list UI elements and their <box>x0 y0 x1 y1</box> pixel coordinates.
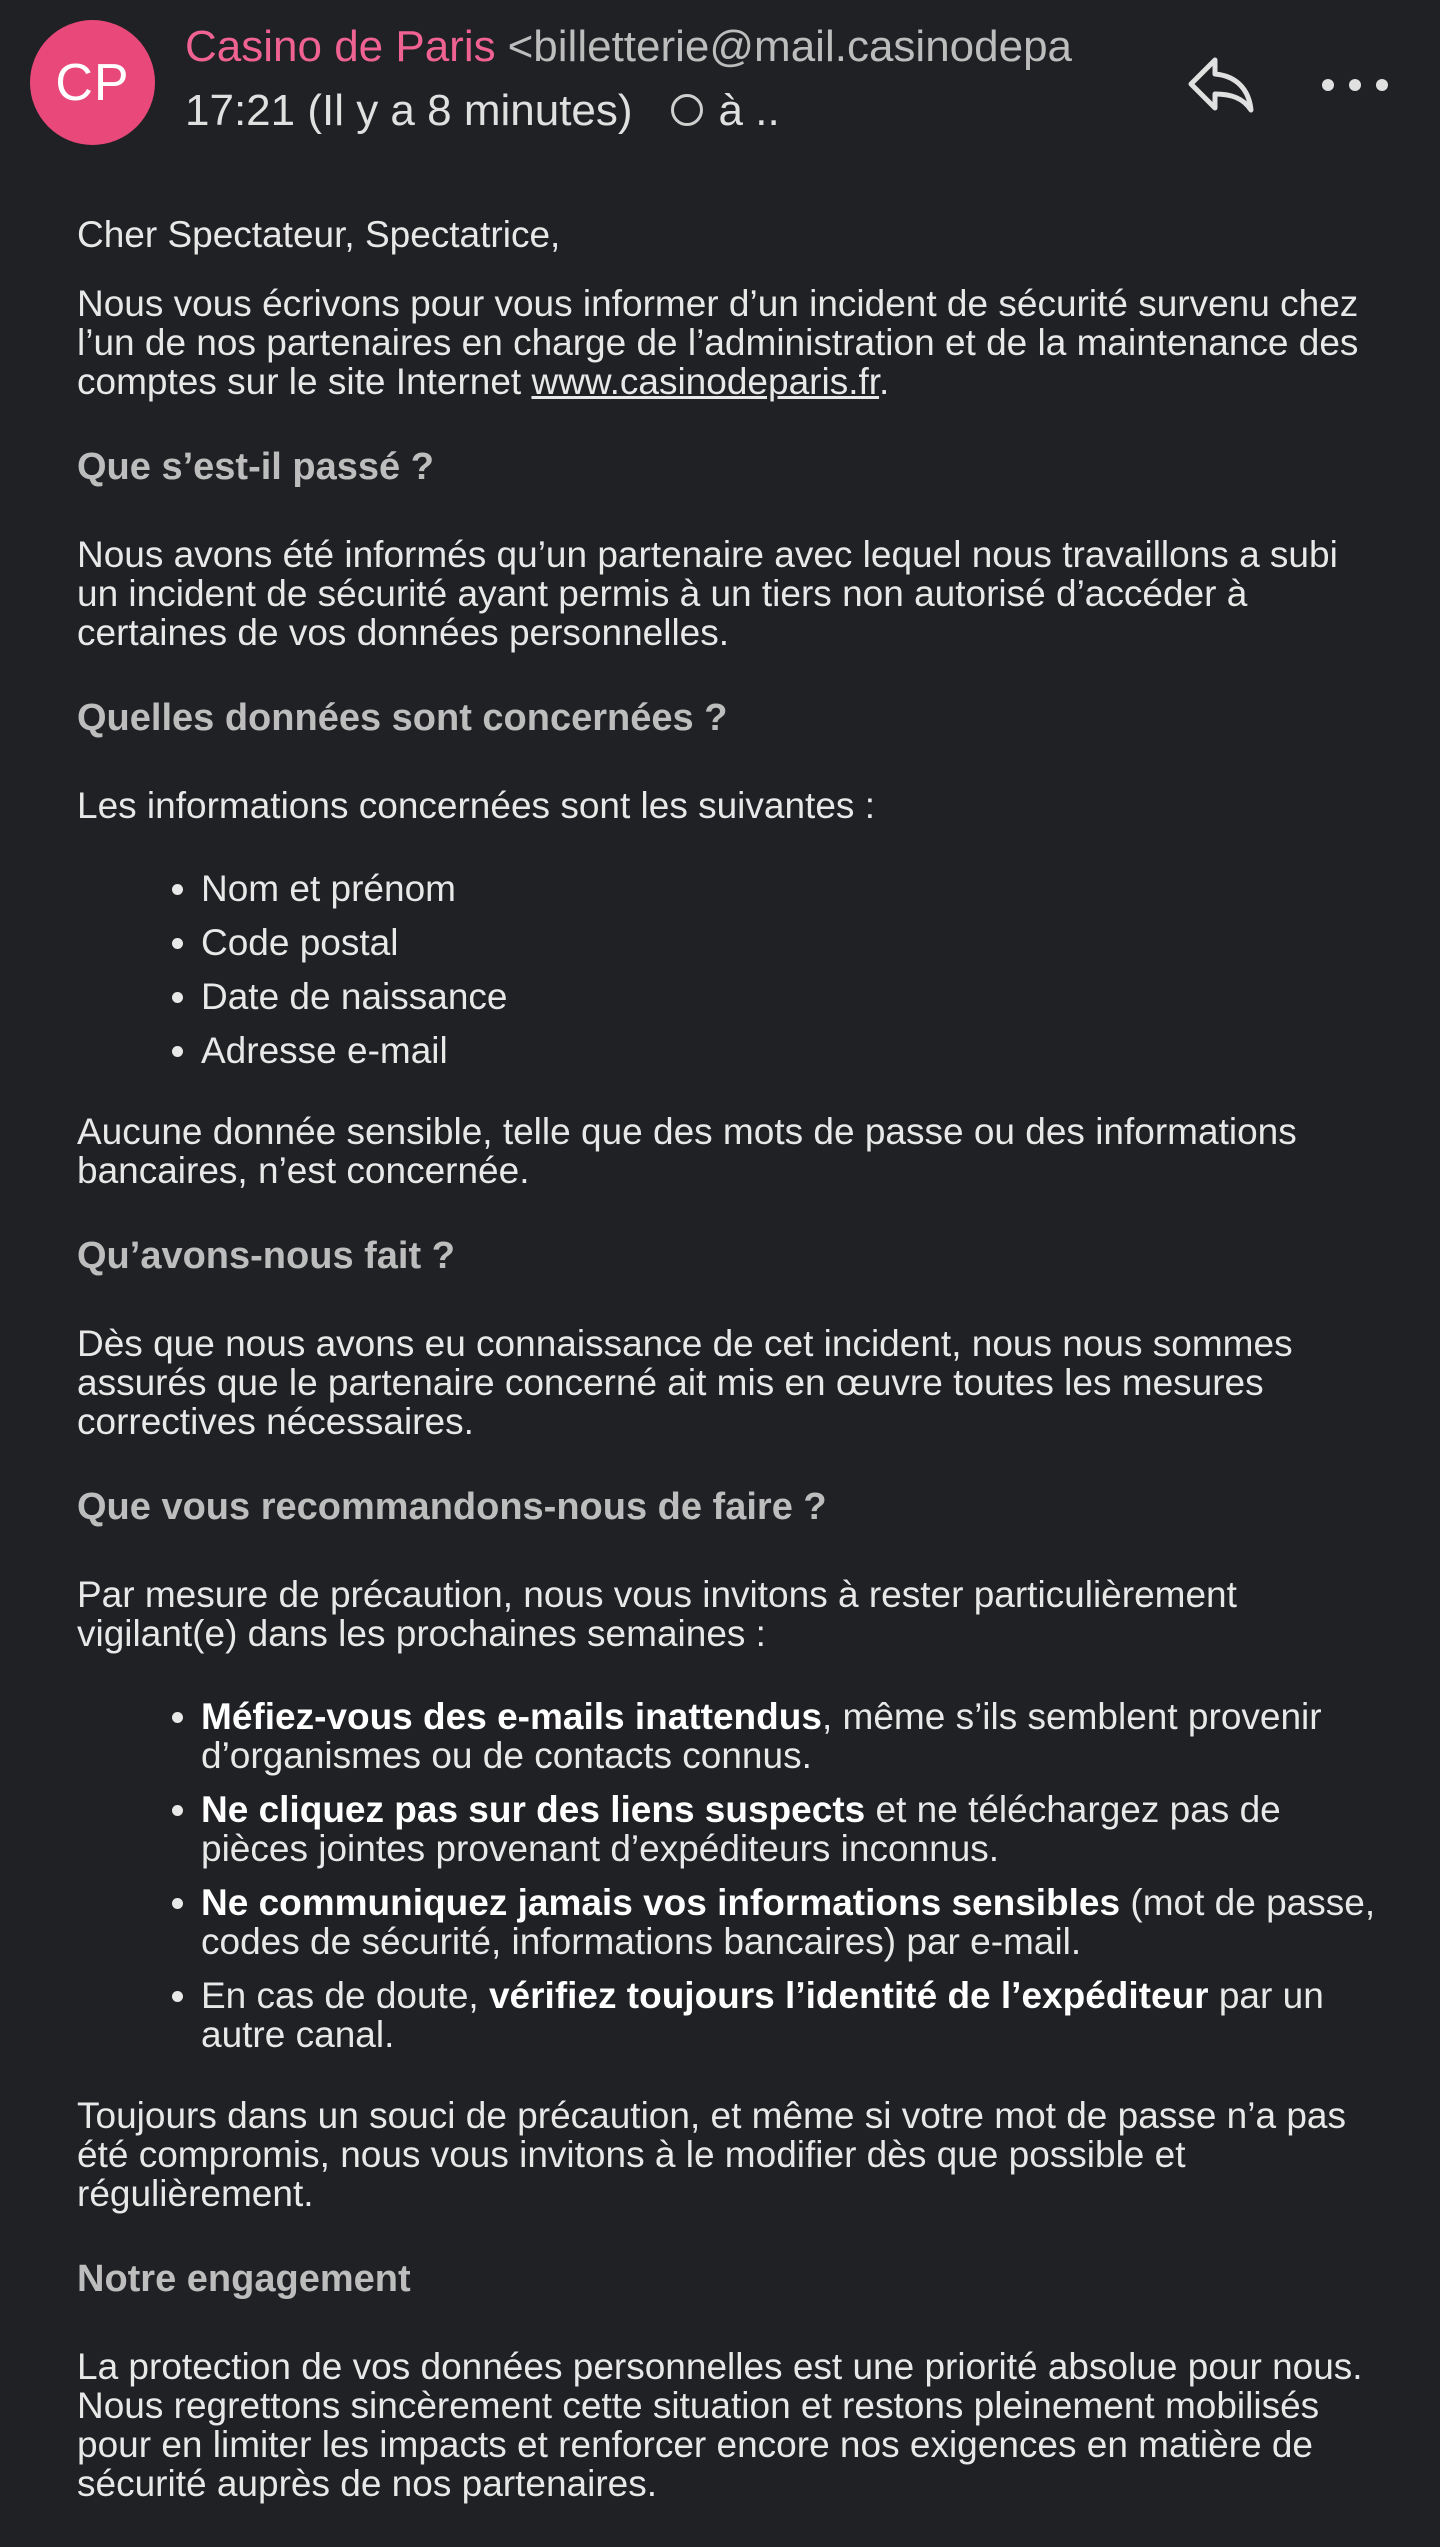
list-item <box>201 1976 1377 2054</box>
paragraph-no-sensitive: Aucune donnée sensible, telle que des mots de passe ou des informations bancaires, n’est concernée. <box>77 1111 1297 1191</box>
email-header <box>0 0 1440 170</box>
list-item: • Nom et prénom <box>201 869 1377 908</box>
reco-post: par un autre canal. <box>201 1975 1324 2055</box>
reco-post: (mot de passe, codes de sécurité, informations bancaires) par e-mail. <box>201 1882 1376 1962</box>
paragraph-what-happened: Nous avons été informés qu’un partenaire avec lequel nous travaillons a subi un incident de sécurité ayant permis à un tiers non autorisé d’accéder à certaines de vos données personnelles. <box>77 534 1338 653</box>
reco-post: et ne téléchargez pas de pièces jointes provenant d’expéditeurs inconnus. <box>201 1789 1281 1869</box>
heading-recommendations: Que vous recommandons-nous de faire ? <box>77 1486 827 1528</box>
paragraph-data-intro: Les informations concernées sont les suivantes : <box>77 785 875 826</box>
reco-post: , même s’ils semblent provenir d’organismes ou de contacts connus. <box>201 1696 1322 1776</box>
sender-name: Casino de Paris <box>185 22 496 71</box>
paragraph-password: Toujours dans un souci de précaution, et même si votre mot de passe n’a pas été compromis, nous vous invitons à le modifier dès que possible et régulièrement. <box>77 2095 1346 2214</box>
sender-email: <billetterie@mail.casinodepa <box>507 22 1073 71</box>
recommendation-list <box>77 1697 1377 2054</box>
email-body <box>77 215 1377 2547</box>
status-circle-icon <box>671 94 703 126</box>
intro-end: . <box>879 361 890 402</box>
reco-bold: Méfiez-vous des e-mails inattendus <box>201 1696 822 1737</box>
reply-icon <box>1185 54 1255 116</box>
reco-bold: Ne communiquez jamais vos informations sensibles <box>201 1882 1121 1923</box>
data-list <box>77 869 1377 1070</box>
list-item <box>201 1883 1377 1961</box>
list-item: • Code postal <box>201 923 1377 962</box>
paragraph-commitment: La protection de vos données personnelles est une priorité absolue pour nous. Nous regrettons sincèrement cette situation et restons pleinement mobilisés pour en limiter les impacts et renforcer encore nos exigences en matière de sécurité auprès de nos partenaires. <box>77 2346 1363 2504</box>
intro-text: Nous vous écrivons pour vous informer d’un incident de sécurité survenu chez l’un de nos partenaires en charge de l’administration et de la maintenance des comptes sur le site Internet <box>77 283 1359 402</box>
list-item: • Date de naissance <box>201 977 1377 1016</box>
sender-avatar[interactable]: CP <box>30 20 155 145</box>
recipient: à .. <box>718 86 780 135</box>
heading-what-we-did: Qu’avons-nous fait ? <box>77 1235 455 1277</box>
reco-pre: En cas de doute, <box>201 1975 489 2016</box>
email-time: 17:21 (Il y a 8 minutes) <box>185 86 633 135</box>
greeting: Cher Spectateur, Spectatrice, <box>77 214 561 255</box>
paragraph-what-we-did: Dès que nous avons eu connaissance de cet incident, nous nous sommes assurés que le partenaire concerné ait mis en œuvre toutes les mesures correctives nécessaires. <box>77 1323 1293 1442</box>
reco-bold: Ne cliquez pas sur des liens suspects <box>201 1789 866 1830</box>
more-options-button[interactable] <box>1315 45 1395 125</box>
paragraph-recommendations-intro: Par mesure de précaution, nous vous invitons à rester particulièrement vigilant(e) dans les prochaines semaines : <box>77 1574 1237 1654</box>
heading-data-concerned: Quelles données sont concernées ? <box>77 697 728 739</box>
list-item <box>201 1790 1377 1868</box>
heading-commitment: Notre engagement <box>77 2258 411 2300</box>
list-item: • Adresse e-mail <box>201 1031 1377 1070</box>
list-item <box>201 1697 1377 1775</box>
intro-paragraph <box>77 284 1377 401</box>
meta-line[interactable] <box>185 82 1135 140</box>
more-options-icon <box>1320 77 1390 93</box>
heading-what-happened: Que s’est-il passé ? <box>77 446 434 488</box>
reco-bold: vérifiez toujours l’identité de l’expéditeur <box>488 1975 1209 2016</box>
sender-line[interactable] <box>185 18 1135 76</box>
reply-button[interactable] <box>1180 45 1260 125</box>
website-link[interactable]: www.casinodeparis.fr <box>531 361 880 402</box>
